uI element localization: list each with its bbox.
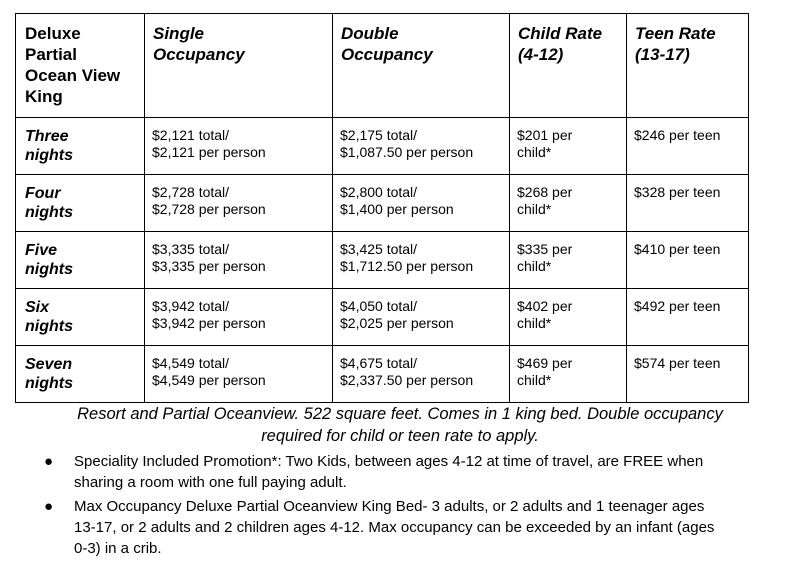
- bullet-icon: ●: [44, 453, 54, 470]
- single-occupancy-cell: $4,549 total/ $4,549 per person: [145, 346, 333, 403]
- header-room-type: Deluxe Partial Ocean View King: [16, 14, 145, 118]
- double-occupancy-cell: $4,675 total/ $2,337.50 per person: [333, 346, 510, 403]
- teen-rate-cell: $492 per teen: [627, 289, 749, 346]
- table-row: [16, 118, 749, 175]
- table-header-row: [16, 14, 749, 118]
- notes-list: [30, 451, 795, 562]
- teen-rate-cell: $574 per teen: [627, 346, 749, 403]
- double-occupancy-cell: $2,800 total/ $1,400 per person: [333, 175, 510, 232]
- table-row: [16, 232, 749, 289]
- table-row: [16, 289, 749, 346]
- teen-rate-cell: $246 per teen: [627, 118, 749, 175]
- child-rate-cell: $335 per child*: [510, 232, 627, 289]
- stay-length-cell: Three nights: [16, 118, 145, 175]
- double-occupancy-cell: $4,050 total/ $2,025 per person: [333, 289, 510, 346]
- stay-length-cell: Five nights: [16, 232, 145, 289]
- bullet-icon: ●: [44, 498, 54, 515]
- child-rate-cell: $402 per child*: [510, 289, 627, 346]
- list-item: ● Max Occupancy Deluxe Partial Oceanview King Bed- 3 adults, or 2 adults and 1 teenager ages 13-17, or 2 adults and 2 children ages 4-12. Max occupancy can be exceeded by an infant (ages 0-3) in a crib.: [44, 498, 715, 557]
- teen-rate-cell: $328 per teen: [627, 175, 749, 232]
- child-rate-cell: $201 per child*: [510, 118, 627, 175]
- header-child-rate: Child Rate (4-12): [510, 14, 627, 118]
- single-occupancy-cell: $2,728 total/ $2,728 per person: [145, 175, 333, 232]
- single-occupancy-cell: $3,942 total/ $3,942 per person: [145, 289, 333, 346]
- header-double-occupancy: Double Occupancy: [333, 14, 510, 118]
- child-rate-cell: $268 per child*: [510, 175, 627, 232]
- single-occupancy-cell: $3,335 total/ $3,335 per person: [145, 232, 333, 289]
- stay-length-cell: Seven nights: [16, 346, 145, 403]
- teen-rate-cell: $410 per teen: [627, 232, 749, 289]
- rate-table: [15, 13, 749, 403]
- room-description-caption: Resort and Partial Oceanview. 522 square feet. Comes in 1 king bed. Double occupancy required for child or teen rate to apply.: [77, 405, 723, 445]
- double-occupancy-cell: $2,175 total/ $1,087.50 per person: [333, 118, 510, 175]
- child-rate-cell: $469 per child*: [510, 346, 627, 403]
- single-occupancy-cell: $2,121 total/ $2,121 per person: [145, 118, 333, 175]
- header-single-occupancy: Single Occupancy: [145, 14, 333, 118]
- double-occupancy-cell: $3,425 total/ $1,712.50 per person: [333, 232, 510, 289]
- list-item: ● Speciality Included Promotion*: Two Kids, between ages 4-12 at time of travel, are FREE when sharing a room with one full paying adult.: [44, 453, 704, 491]
- table-row: [16, 175, 749, 232]
- stay-length-cell: Six nights: [16, 289, 145, 346]
- stay-length-cell: Four nights: [16, 175, 145, 232]
- table-row: [16, 346, 749, 403]
- header-teen-rate: Teen Rate (13-17): [627, 14, 749, 118]
